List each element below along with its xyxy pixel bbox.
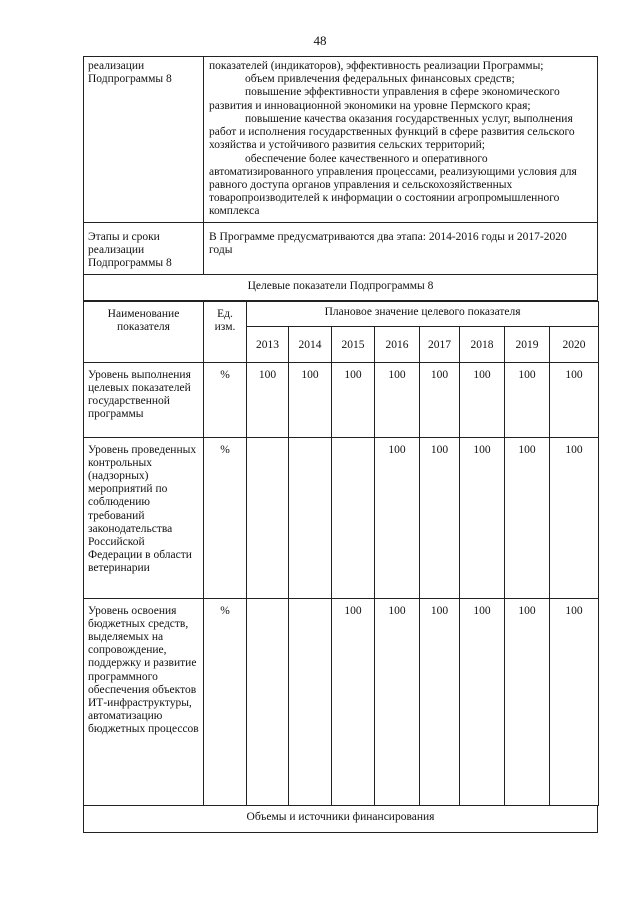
implementation-text [204, 57, 597, 222]
year-header: 2020 [550, 326, 599, 362]
indicator-unit: % [204, 362, 247, 437]
indicator-value: 100 [460, 437, 505, 598]
indicator-name: Уровень освоения бюджетных средств, выделяемых на сопровождение, поддержку и развитие программного обеспечения объектов ИТ-инфраструктуры, автоматизацию бюджетных процессов [84, 598, 204, 805]
indicators-header-row [84, 301, 599, 326]
year-header: 2019 [505, 326, 550, 362]
stages-row [83, 223, 598, 276]
indicator-value: 100 [460, 362, 505, 437]
indicator-value [247, 598, 289, 805]
implementation-results-row [83, 57, 598, 223]
col-unit-header: Ед. изм. [204, 301, 247, 362]
implementation-line: повышение эффективности управления в сфере экономического развития и инновационной экономики на уровне Пермского края; [209, 86, 560, 112]
indicator-unit: % [204, 437, 247, 598]
year-header: 2013 [247, 326, 289, 362]
year-header: 2016 [375, 326, 420, 362]
indicator-value: 100 [505, 437, 550, 598]
indicator-value: 100 [332, 598, 375, 805]
implementation-line: объем привлечения федеральных финансовых средств; [245, 73, 515, 86]
year-header: 2017 [420, 326, 460, 362]
indicator-row [84, 598, 599, 805]
col-name-header: Наименование показателя [84, 301, 204, 362]
implementation-line: обеспечение более качественного и оперативного автоматизированного управления процессами, реализующими условия для равного доступа органов управления и сельскохозяйственных товаропроизводителей к информации о состоянии агропромышленного комплекса [209, 152, 577, 218]
indicator-value: 100 [332, 362, 375, 437]
planned-value-header: Плановое значение целевого показателя [247, 301, 599, 326]
stages-text: В Программе предусматриваются два этапа: 2014-2016 годы и 2017-2020 годы [209, 230, 567, 256]
indicators-section-title: Целевые показатели Подпрограммы 8 [83, 275, 598, 300]
indicator-value [289, 598, 332, 805]
year-header: 2015 [332, 326, 375, 362]
indicator-value: 100 [550, 437, 599, 598]
indicator-value: 100 [460, 598, 505, 805]
year-header: 2014 [289, 326, 332, 362]
indicator-value: 100 [289, 362, 332, 437]
indicator-value: 100 [375, 598, 420, 805]
indicator-value: 100 [550, 598, 599, 805]
indicators-table [83, 301, 599, 806]
indicator-value [332, 437, 375, 598]
indicator-value [247, 437, 289, 598]
indicator-value: 100 [375, 437, 420, 598]
implementation-line: повышение качества оказания государственных услуг, выполнения работ и исполнения государственных функций в сфере развития сельского хозяйства и устойчивого развития сельских территорий; [209, 112, 575, 152]
indicator-row [84, 362, 599, 437]
implementation-label: реализации Подпрограммы 8 [84, 57, 204, 222]
page-number: 48 [313, 33, 327, 48]
indicator-value: 100 [420, 598, 460, 805]
indicator-value: 100 [420, 437, 460, 598]
indicator-row [84, 437, 599, 598]
financing-section-title: Объемы и источники финансирования [83, 806, 598, 833]
indicator-unit: % [204, 598, 247, 805]
indicator-value: 100 [420, 362, 460, 437]
year-header: 2018 [460, 326, 505, 362]
passport-table [83, 57, 598, 833]
indicator-value: 100 [505, 362, 550, 437]
indicator-value [289, 437, 332, 598]
indicator-value: 100 [375, 362, 420, 437]
indicator-value: 100 [550, 362, 599, 437]
indicator-value: 100 [247, 362, 289, 437]
indicator-name: Уровень выполнения целевых показателей государственной программы [84, 362, 204, 437]
indicator-value: 100 [505, 598, 550, 805]
indicator-name: Уровень проведенных контрольных (надзорных) мероприятий по соблюдению требований законодательства Российской Федерации в области ветеринарии [84, 437, 204, 598]
implementation-line: показателей (индикаторов), эффективность реализации Программы; [209, 60, 544, 72]
stages-label: Этапы и сроки реализации Подпрограммы 8 [84, 223, 204, 275]
